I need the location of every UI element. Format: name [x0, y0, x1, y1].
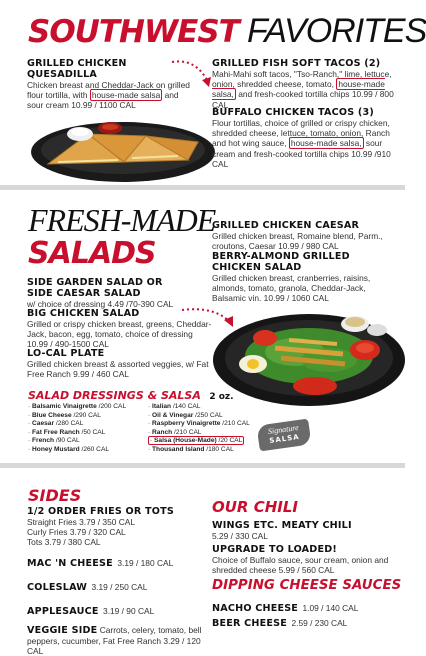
item-title: CHICKEN SALAD	[212, 262, 302, 273]
item-description: Mahi-Mahi soft tacos, "Tso-Ranch," lime, lettuce, onion, shredded cheese, tomato, house-made salsa, and fresh-cooked tortilla chips 10.99 / 800 CAL	[212, 69, 394, 110]
item-title: BUFFALO CHICKEN TACOS (3)	[212, 107, 374, 118]
item-price: 10.99 / 980 CAL	[278, 241, 339, 252]
sides-chili-section	[0, 468, 405, 656]
title-black: FAVORITES	[246, 12, 426, 50]
menu-item-nacho-cheese: NACHO CHEESE 1.09 / 140 CAL	[212, 603, 359, 614]
item-title: QUESADILLA	[27, 69, 98, 80]
menu-item-berry-almond-salad	[212, 251, 397, 304]
list-item: · Caesar /280 CAL	[28, 420, 84, 428]
item-price: 3.29 / 120 CAL	[27, 635, 201, 656]
quesadilla-plate-image	[28, 112, 218, 182]
item-price: 2.59 / 230 CAL	[291, 618, 348, 628]
item-price: 9.99 / 460 CAL	[73, 369, 129, 380]
item-description: Grilled chicken breast, cranberries, raisins, almonds, tomato, granola, Cheddar-Jack, Balsamic vin. 10.99 / 1060 CAL	[212, 273, 371, 304]
title-red: SOUTHWEST	[28, 14, 239, 50]
item-title: LO-CAL PLATE	[27, 348, 105, 359]
item-price: 4.49 /70-390 CAL	[107, 299, 174, 309]
dressings-list-right	[148, 403, 258, 455]
item-price: 3.19 / 90 CAL	[103, 605, 155, 616]
dotted-arrow-icon	[168, 56, 218, 96]
list-item: · Balsamic Vinaigrette /200 CAL	[28, 403, 127, 410]
list-item: Curly Fries 3.79 / 320 CAL	[27, 527, 126, 538]
salsa-highlight: house-made salsa	[91, 90, 161, 101]
list-item: · French /90 CAL	[28, 437, 80, 445]
item-description: Grilled or crispy chicken breast, greens, Cheddar-Jack, bacon, egg, tomato, choice of dressing 10.99 / 490-1500 CAL	[27, 319, 212, 350]
item-title: GRILLED CHICKEN CAESAR	[212, 220, 360, 231]
southwest-favorites-section	[0, 0, 426, 183]
salsa-highlight: house-made salsa,	[212, 79, 385, 100]
item-title: GRILLED CHICKEN	[27, 58, 127, 69]
item-price: 1.09 / 140 CAL	[302, 603, 359, 613]
salads-section	[0, 190, 405, 460]
menu-item-buffalo-tacos	[212, 107, 397, 169]
list-item: · Salsa (House-Made) /20 CAL	[150, 437, 243, 445]
list-item: · Italian /140 CAL	[148, 403, 201, 410]
item-title: SIDE CAESAR SALAD	[27, 288, 141, 299]
list-item: · Honey Mustard /260 CAL	[28, 445, 110, 453]
dipping-cheese-title: DIPPING CHEESE SAUCES	[212, 578, 402, 593]
list-item: · Oil & Vinegar /250 CAL	[148, 411, 223, 419]
section-title	[28, 12, 426, 51]
title-black: FRESH-MADE	[28, 202, 216, 238]
item-title: BIG CHICKEN SALAD	[27, 308, 140, 319]
item-description: Choice of Buffalo sauce, sour cream, onion and shredded cheese 5.99 / 560 CAL	[212, 555, 389, 576]
dressings-title: SALAD DRESSINGS & SALSA	[28, 389, 201, 402]
item-price: 10.99 / 800 CAL	[212, 89, 394, 110]
salad-plate-image	[205, 308, 405, 408]
item-price: 3.19 / 180 CAL	[117, 557, 174, 568]
list-item: · Raspberry Vinaigrette /210 CAL	[148, 420, 250, 428]
menu-item-meaty-chili: WINGS ETC. MEATY CHILI 5.29 / 330 CAL	[212, 520, 397, 541]
item-description: Grilled chicken breast, Romaine blend, Parm., croutons, Caesar 10.99 / 980 CAL	[212, 231, 383, 252]
fries-list	[27, 517, 207, 548]
item-title: 1/2 ORDER FRIES OR TOTS	[27, 506, 174, 517]
item-description: Flour tortillas, choice of grilled or crispy chicken, shredded cheese, lettuce, tomato, onion, Ranch and hot wing sauce, house-made salsa, sour cream and fresh-cooked tortilla chips 10.99 /910 CAL	[212, 118, 391, 169]
list-item: · Ranch /210 CAL	[148, 428, 202, 436]
item-price: 3.19 / 250 CAL	[91, 581, 148, 592]
menu-item-mac-cheese: MAC 'N CHEESE 3.19 / 180 CAL	[27, 557, 174, 569]
item-title: GRILLED FISH SOFT TACOS (2)	[212, 58, 381, 69]
menu-item-applesauce: APPLESAUCE 3.19 / 90 CAL	[27, 605, 155, 617]
signature-salsa-stamp: Signature SALSA	[256, 419, 311, 452]
item-price: 5.29 / 330 CAL	[212, 531, 268, 541]
item-price: 10.99 / 490-1500 CAL	[27, 339, 109, 350]
chili-title: OUR CHILI	[212, 498, 298, 516]
list-item: Straight Fries 3.79 / 350 CAL	[27, 517, 136, 527]
dressings-size: 2 oz.	[209, 392, 234, 402]
menu-item-fish-tacos	[212, 58, 397, 110]
item-price: 10.99 / 1060 CAL	[263, 293, 329, 304]
item-title: SIDE GARDEN SALAD OR	[27, 277, 163, 288]
sides-list	[27, 506, 207, 656]
menu-item-lo-cal-plate	[27, 348, 212, 379]
item-title: BERRY-ALMOND GRILLED	[212, 251, 350, 262]
menu-item-chicken-caesar	[212, 220, 397, 251]
salsa-highlight: house-made salsa,	[290, 138, 362, 149]
menu-item-coleslaw: COLESLAW 3.19 / 250 CAL	[27, 581, 148, 593]
item-price: 10.99 / 1100 CAL	[71, 100, 136, 111]
item-price: 5.99 / 560 CAL	[278, 565, 335, 576]
title-red: SALADS	[28, 236, 156, 271]
item-price: 10.99 /910 CAL	[212, 148, 391, 169]
list-item: Tots 3.79 / 380 CAL	[27, 537, 101, 548]
menu-item-upgrade-loaded: UPGRADE TO LOADED! Choice of Buffalo sauce, sour cream, onion and shredded cheese 5.99 / 560 CAL	[212, 544, 397, 575]
menu-item-veggie-side: VEGGIE SIDE Carrots, celery, tomato, bell peppers, cucumber, Fat Free Ranch 3.29 / 120 CAL	[27, 624, 202, 656]
section-title	[28, 204, 215, 270]
dressings-heading	[28, 386, 234, 404]
list-item: · Thousand Island /180 CAL	[148, 445, 234, 453]
item-description: Grilled chicken breast & assorted veggies, w/ Fat Free Ranch 9.99 / 460 CAL	[27, 359, 209, 380]
item-description: w/ choice of dressing 4.49 /70-390 CAL	[27, 299, 174, 309]
list-item: · Fat Free Ranch /50 CAL	[28, 428, 106, 436]
list-item: · Blue Cheese /290 CAL	[28, 411, 101, 419]
menu-item-beer-cheese: BEER CHEESE 2.59 / 230 CAL	[212, 618, 348, 629]
item-description: Chicken breast and Cheddar-Jack on grilled flour tortilla, with house-made salsa and sour cream 10.99 / 1100 CAL	[27, 80, 190, 111]
dressings-list-left	[28, 403, 146, 455]
sides-title: SIDES	[28, 486, 82, 505]
